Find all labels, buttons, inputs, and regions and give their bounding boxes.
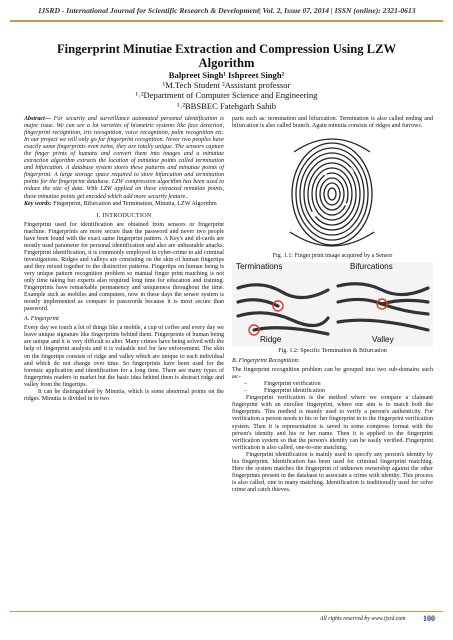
section-a-heading: A. Fingerprint xyxy=(24,316,59,323)
intro-paragraph: Fingerprint used for identification are obtained from sensors or fingerprint machine. Fingerprints are more secure than the password and never two people have been found with the exact same fingerprint pattern. A Key's and id-cards are mostly used parameter for personal identification and also are unbearable attacks. Fingerprint identification, it is commonly employed in cyber-crime to aid criminal investigations. Ridges and valleys are consisting on the skin of human fingertips and they mixed together to the distinctive patterns. Fingertips on human being is very unique pattern recognition problem so manual finger print matching is not only time taking but experts also required long time for education and training. Fingerprints have remarkable permanency and uniqueness throughout the time. Example such as mobiles and computers, now in these days the sensor system is mostly implemented as compare to passwords because it is most secure than password. xyxy=(24,221,224,313)
list-item-identification: Fingerprint identification xyxy=(264,388,325,395)
affiliation-college: ¹˒²BBSBEC Fatehgarh Sahib xyxy=(176,100,277,111)
abstract-label: Abstract— xyxy=(24,116,51,122)
list-item: – Fingerprint verification xyxy=(244,381,321,388)
bifurcations-label: Bifurcations xyxy=(350,262,393,272)
ridge-label: Ridge xyxy=(260,335,282,345)
keywords xyxy=(24,201,224,208)
minutia-continued-paragraph: parts such as: termination and bifurcation. Termination is also called ending and bifurcation is also called branch. Again minutia consists of ridges and furrows. xyxy=(232,116,433,130)
section-b-paragraph-2: Fingerprint verification is the method where we compare a claimant fingerprint with an enrollee fingerprint, where our aim is to match both the fingerprints. This method is mainly used to verify a person's authenticity. For verification a person needs to his or her fingerprint in to the fingerprint verification system. Then it is representation is saved in some compress format with the person's identity and his or her name. Then it is applied to the fingerprint verification system so that the person's identity can be easily verified. Fingerprint verification is also called, one-to-one matching. xyxy=(232,395,433,451)
abstract xyxy=(24,116,224,201)
right-column xyxy=(232,116,433,494)
list-item: – Fingerprint identification xyxy=(244,388,325,395)
figure-2-caption: Fig. 1.2: Specific Termination & Bifurcation xyxy=(278,348,387,355)
left-column xyxy=(24,116,224,403)
footer-rights: All rights reserved by www.ijsrd.com xyxy=(320,616,406,622)
author-names: Balpreet Singh¹ Ishpreet Singh² xyxy=(168,70,285,80)
terminations-label: Terminations xyxy=(236,262,283,272)
fingerprint-image xyxy=(232,132,433,252)
list-item-verification: Fingerprint verification xyxy=(264,381,321,388)
intro-heading: I. INTRODUCTION xyxy=(96,211,152,219)
valley-label: Valley xyxy=(372,335,394,345)
affiliation-role: ¹M.Tech Student ²Assistant professor xyxy=(162,80,291,91)
header-rule xyxy=(10,20,443,22)
section-b-paragraph-3: Fingerprint identification is mainly used to specify any person's identity by his fingerprint. Identification has been used for criminal fingerprint matching. Here the system matches the fingerprint of unknown ownership against the other fingerprints present in the database to associate a crime with identity. This process is also called, one to many matching. Identification is traditionally used for solve crime and catch thieves. xyxy=(232,451,433,493)
paper-title: Fingerprint Minutiae Extraction and Compression Using LZW Algorithm xyxy=(56,42,397,70)
page-number: 100 xyxy=(423,614,435,623)
author-block xyxy=(0,70,453,111)
section-b-heading: B. Fingerprint Recognition: xyxy=(232,358,300,365)
section-b-paragraph-1: The fingerprint recognition problem can be grouped into two sub-domains such as:- xyxy=(232,367,433,381)
keywords-text: Fingerprint, Bifurcation and Termination, Minutia, LZW Algorithm xyxy=(51,200,217,207)
termination-bifurcation-figure xyxy=(232,262,433,347)
section-a-paragraph-1: Every day we touch a lot of things like a mobile, a cup of coffee and every day we leave unique signature like fingerprints behind them. Fingerprints of human being are unique and it is very difficult to alter. Many crimes have being solved with the help of fingerprint analysis and it is valuable tool for law enforcement. The skin on the fingertips consists of ridge and valley which are unique to each individual and which do not change over time. So fingerprints have been used for the forensic application and identification for a long time. There are many types of fingerprints readers in market but the basic idea behind them is abstract ridge and valley from the fingertips. xyxy=(24,325,224,388)
figure-1-caption: Fig. 1.1: Finger print image acquired by a Sensor xyxy=(272,253,393,260)
footer-rule xyxy=(10,611,443,612)
abstract-text: For security and surveillance automated personal identification is major issue. We can see a lot varieties of biometric systems like face detection, fingerprint recognition, iris recognition, voice recognition, palm recognition etc. In our project we will only go for fingerprint recognition. Never two peoples have exactly same fingerprints even twins, they are totally unique. The sensors capture the finger prints of humans and convert them into images and a minutiae extraction algorithm extracts the location of minutiae points called termination and bifurcation. A database system stores these patterns and minutiae points of fingerprint. A large storage space required to store bifurcation and termination points for the fingerprint database. LZW compression algorithm has been used to reduce the size of data. With LZW applied on these extracted minutiae points, these minutiae points get encoded which add more security feature.. xyxy=(24,116,224,200)
section-a-paragraph-2: It can be distinguished by Minutia, which is some abnormal points on the ridges. Minutia is divided in to two xyxy=(24,388,224,402)
affiliation-dept: ¹˒²Department of Computer Science and Engineering xyxy=(135,90,318,101)
fingerprint-figure xyxy=(232,132,433,252)
keywords-label: Key words: xyxy=(24,200,52,207)
journal-header: IJSRD - International Journal for Scientific Research & Development| Vol. 2, Issue 07, 2014 | ISSN (online): 2321-0613 xyxy=(38,6,416,15)
